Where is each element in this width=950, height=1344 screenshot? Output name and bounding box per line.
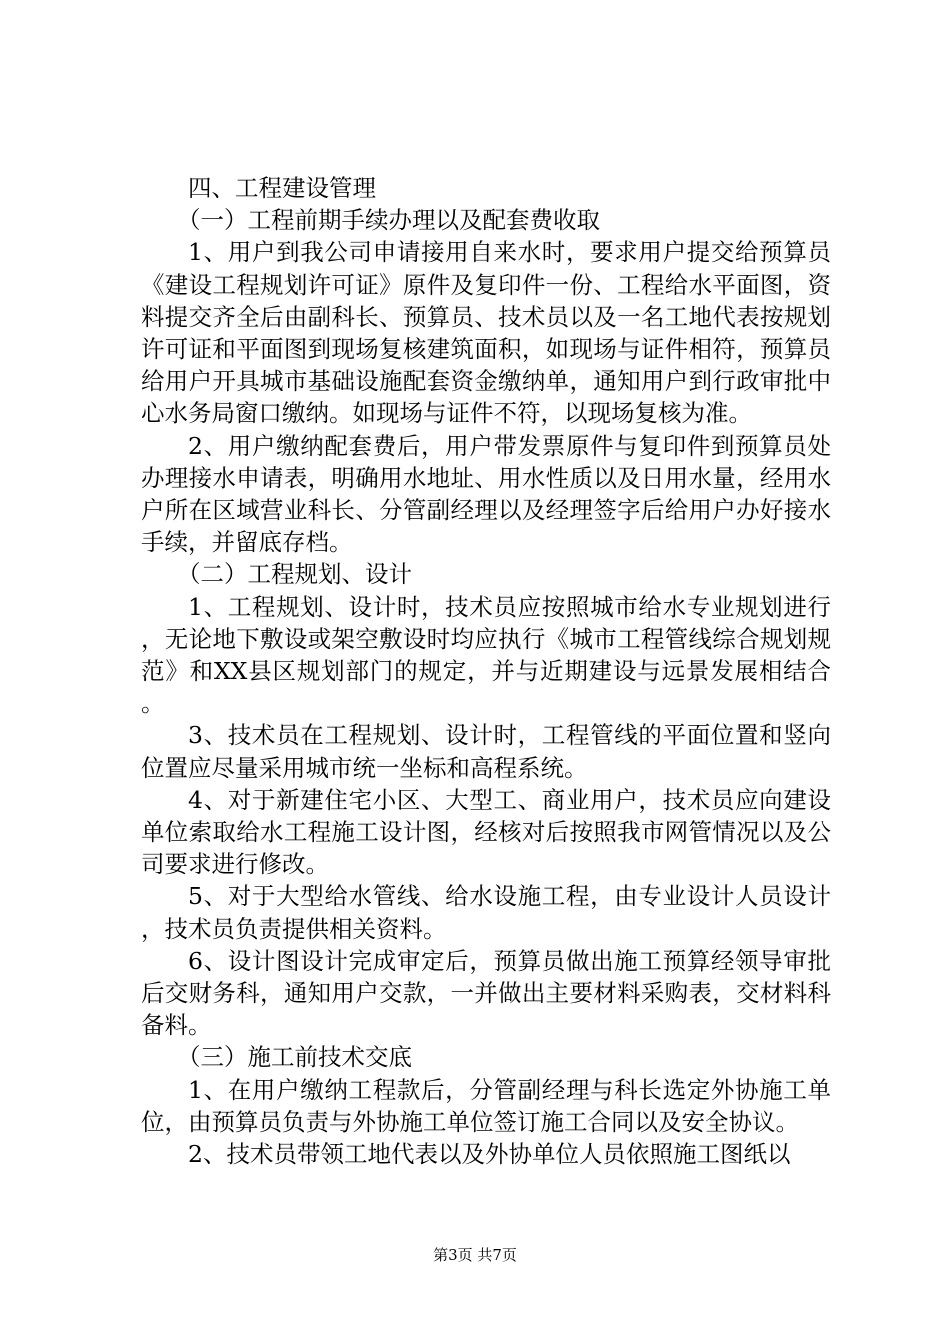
document-body: [141, 172, 831, 1170]
paragraph: 6、设计图设计完成审定后，预算员做出施工预算经领导审批后交财务科，通知用户交款，一并做出主要材料采购表，交材料科备料。: [141, 946, 831, 1040]
paragraph: 1、工程规划、设计时，技术员应按照城市给水专业规划进行，无论地下敷设或架空敷设时均应执行《城市工程管线综合规划规范》和XX县区规划部门的规定，并与近期建设与远景发展相结合。: [141, 592, 831, 718]
page-footer: [0, 1245, 950, 1265]
paragraph: 1、用户到我公司申请接用自来水时，要求用户提交给预算员《建设工程规划许可证》原件及复印件一份、工程给水平面图，资料提交齐全后由副科长、预算员、技术员以及一名工地代表按规划许可证和平面图到现场复核建筑面积，如现场与证件相符，预算员给用户开具城市基础设施配套资金缴纳单，通知用户到行政审批中心水务局窗口缴纳。如现场与证件不符，以现场复核为准。: [141, 238, 831, 428]
subsection-heading: （二）工程规划、设计: [177, 560, 412, 589]
page-number: 第3页 共7页: [433, 1246, 517, 1264]
subsection-heading: （三）施工前技术交底: [177, 1043, 412, 1072]
subsection-heading: （一）工程前期手续办理以及配套费收取: [177, 206, 600, 235]
paragraph: 4、对于新建住宅小区、大型工、商业用户，技术员应向建设单位索取给水工程施工设计图，经核对后按照我市网管情况以及公司要求进行修改。: [141, 785, 831, 879]
paragraph: 2、用户缴纳配套费后，用户带发票原件与复印件到预算员处办理接水申请表，明确用水地址、用水性质以及日用水量，经用水户所在区域营业科长、分管副经理以及经理签字后给用户办好接水手续，并留底存档。: [141, 431, 831, 557]
section-heading: 四、工程建设管理: [188, 174, 376, 202]
paragraph: 1、在用户缴纳工程款后，分管副经理与科长选定外协施工单位，由预算员负责与外协施工单位签订施工合同以及安全协议。: [141, 1075, 831, 1136]
paragraph: 5、对于大型给水管线、给水设施工程，由专业设计人员设计，技术员负责提供相关资料。: [141, 882, 831, 943]
paragraph: 3、技术员在工程规划、设计时，工程管线的平面位置和竖向位置应尽量采用城市统一坐标和高程系统。: [141, 721, 831, 782]
paragraph: 2、技术员带领工地代表以及外协单位人员依照施工图纸以: [188, 1140, 791, 1169]
